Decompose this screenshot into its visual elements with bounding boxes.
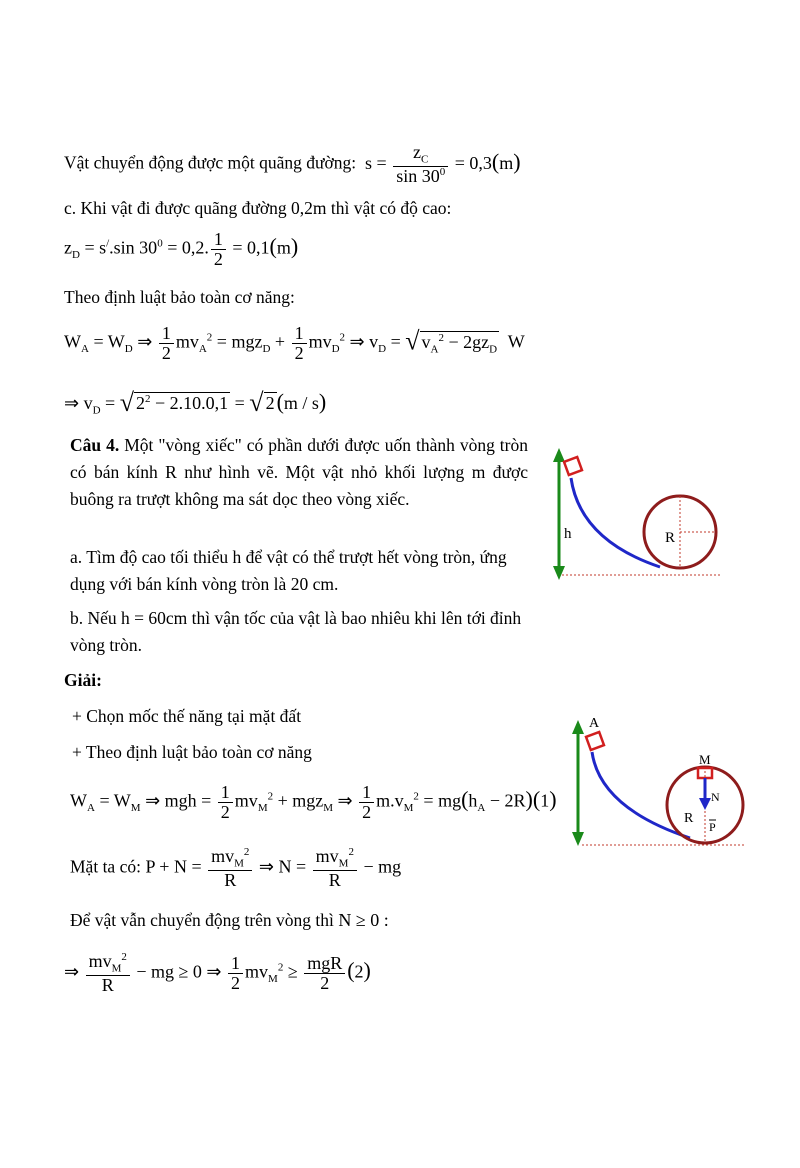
question-4-title: Câu 4. xyxy=(70,435,120,455)
conservation-line: Theo định luật bảo toàn cơ năng: xyxy=(64,287,295,307)
energy-equation-2: $W_A = W_M$ ⇒ mgh = $\frac{1}{2}$ $mv_M^2 + mgz_M$ ⇒ $\frac{1}{2}$ $m.v_M^2 = mg(h_A - 2R)(1)$ xyxy=(70,782,557,822)
p-label: P xyxy=(709,820,716,834)
m-label: M xyxy=(699,752,711,767)
question-4-intro xyxy=(70,432,528,513)
r-label-2: R xyxy=(684,811,694,826)
solution-step-2: + Theo định luật bảo toàn cơ năng xyxy=(72,742,312,762)
height-arrow-2-top xyxy=(572,720,584,734)
question-4-part-a: a. Tìm độ cao tối thiểu h để vật có thể trượt hết vòng tròn, ứng dụng với bán kính vòng tròn là 20 cm. xyxy=(70,547,507,594)
condition-line: Để vật vẫn chuyển động trên vòng thì N ≥ 0 : xyxy=(70,910,389,930)
solution-heading: Giải: xyxy=(64,670,102,690)
distance-formula: s = $\frac{z_C}{\sin 30^0}$ = 0,3(m) xyxy=(360,142,521,187)
step-4-text: Để vật vẫn chuyển động trên vòng thì xyxy=(70,910,334,930)
h-label: h xyxy=(564,526,572,542)
distance-text: Vật chuyển động được một quãng đường: xyxy=(64,152,357,173)
distance-sentence xyxy=(64,143,521,186)
force-arrow-head xyxy=(699,798,711,810)
n-label: N xyxy=(711,790,720,804)
step-3-text: Mặt ta có: xyxy=(70,856,141,877)
block-at-a xyxy=(586,732,604,750)
velocity-result: ⇒ $v_D$ = √ $2^2 - 2.10.0,1$ = √ 2(m / s) xyxy=(64,388,327,417)
loop-figure-2 xyxy=(565,712,750,852)
height-question-line: c. Khi vật đi được quãng đường 0,2m thì vật có độ cao: xyxy=(64,198,452,218)
loop-figure-1 xyxy=(540,440,740,585)
energy-equation: $W_A = W_D$ ⇒ $\frac{1}{2}$ $mv_A^2 = mgz_D$ + $\frac{1}{2}$ $mv_D^2$ ⇒ $v_D$ = √ $v_A^2 - 2gz_D$ W xyxy=(64,323,525,363)
height-arrow-top xyxy=(553,448,565,462)
question-4-part-b: b. Nếu h = 60cm thì vận tốc của vật là bao nhiêu khi lên tới đỉnh vòng tròn. xyxy=(70,608,522,655)
height-arrow-2-bottom xyxy=(572,832,584,846)
solution-step-1: + Chọn mốc thế năng tại mặt đất xyxy=(72,706,302,726)
height-formula: $z_D = s^/.\sin$ $30^0 = 0,2$. $\frac{1}{2}$ = 0,1(m) xyxy=(64,229,299,269)
r-label: R xyxy=(665,530,676,546)
a-label: A xyxy=(589,716,600,731)
slide-track-2 xyxy=(592,752,690,838)
block xyxy=(564,457,582,475)
w-label: W xyxy=(507,331,525,352)
height-arrow-bottom xyxy=(553,566,565,580)
question-4-text: Một "vòng xiếc" có phần dưới được uốn thành vòng tròn có bán kính R như hình vẽ. Một vật nhỏ khối lượng m được buông ra trượt không ma sát dọc theo vòng xiếc. xyxy=(70,435,528,509)
final-inequality: ⇒ $\frac{mv_M^2}{R}$ − mg ≥ 0 ⇒ $\frac{1}{2}$ $mv_M^2$ ≥ $\frac{\text{mgR}}{2}$ (2) xyxy=(64,951,371,996)
force-equation: Mặt ta có: P + N = $\frac{mv_M^2}{R}$ ⇒ N = $\frac{mv_M^2}{R}$ − mg xyxy=(70,846,402,891)
